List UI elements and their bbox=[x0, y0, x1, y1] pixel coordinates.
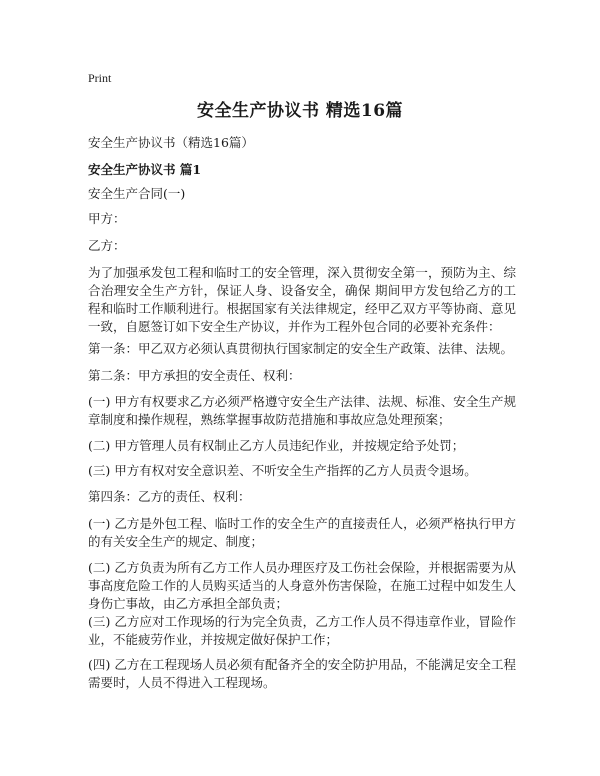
paragraph-article-2-item-2: (二) 甲方管理人员有权制止乙方人员违纪作业，并按规定给予处罚； bbox=[88, 438, 465, 453]
document-subtitle: 安全生产协议书（精选16篇） bbox=[88, 135, 254, 150]
paragraph-article-4-item-1: (一) 乙方是外包工程、临时工作的安全生产的直接责任人，必须严格执行甲方的有关安全生产的规定、制度； bbox=[88, 516, 516, 549]
print-link[interactable]: Print bbox=[88, 71, 112, 85]
paragraph-article-2: 第二条：甲方承担的安全责任、权利： bbox=[88, 368, 301, 383]
paragraph-article-4-item-2: (二) 乙方负责为所有乙方工作人员办理医疗及工伤社会保险，并根据需要为从事高度危险工作的人员购买适当的人身意外伤害保险，在施工过程中如发生人身伤亡事故，由乙方承担全部负责； bbox=[88, 560, 516, 611]
paragraph-party-b: 乙方： bbox=[88, 238, 126, 253]
paragraph-article-1: 第一条：甲乙双方必须认真贯彻执行国家制定的安全生产政策、法律、法规。 bbox=[88, 341, 514, 356]
document-title: 安全生产协议书 精选16篇 bbox=[196, 101, 404, 121]
paragraph-article-2-item-1: (一) 甲方有权要求乙方必须严格遵守安全生产法律、法规、标准、安全生产规章制度和操作规程，熟练掌握事故防范措施和事故应急处理预案； bbox=[88, 394, 516, 427]
section-heading: 安全生产协议书 篇1 bbox=[88, 162, 202, 177]
paragraph-article-4: 第四条：乙方的责任、权利： bbox=[88, 489, 251, 504]
paragraph-contract-heading: 安全生产合同(一) bbox=[88, 186, 186, 201]
paragraph-preamble: 为了加强承发包工程和临时工的安全管理，深入贯彻安全第一，预防为主、综合治理安全生产方针，保证人身、设备安全，确保 期间甲方发包给乙方的工程和临时工作顺利进行。根据国家有关法律规定，经甲乙双方平等协商、意见一致，自愿签订如下安全生产协议，并作为工程外包合同的必要补充条件： bbox=[88, 265, 516, 334]
paragraph-article-4-item-4: (四) 乙方在工程现场人员必须有配备齐全的安全防护用品，不能满足安全工程需要时，人员不得进入工程现场。 bbox=[88, 657, 516, 690]
paragraph-article-4-item-3: (三) 乙方应对工作现场的行为完全负责，乙方工作人员不得违章作业，冒险作业，不能疲劳作业，并按规定做好保护工作； bbox=[88, 614, 516, 647]
paragraph-party-a: 甲方： bbox=[88, 211, 126, 226]
paragraph-article-2-item-3: (三) 甲方有权对安全意识差、不听安全生产指挥的乙方人员责令退场。 bbox=[88, 463, 477, 478]
